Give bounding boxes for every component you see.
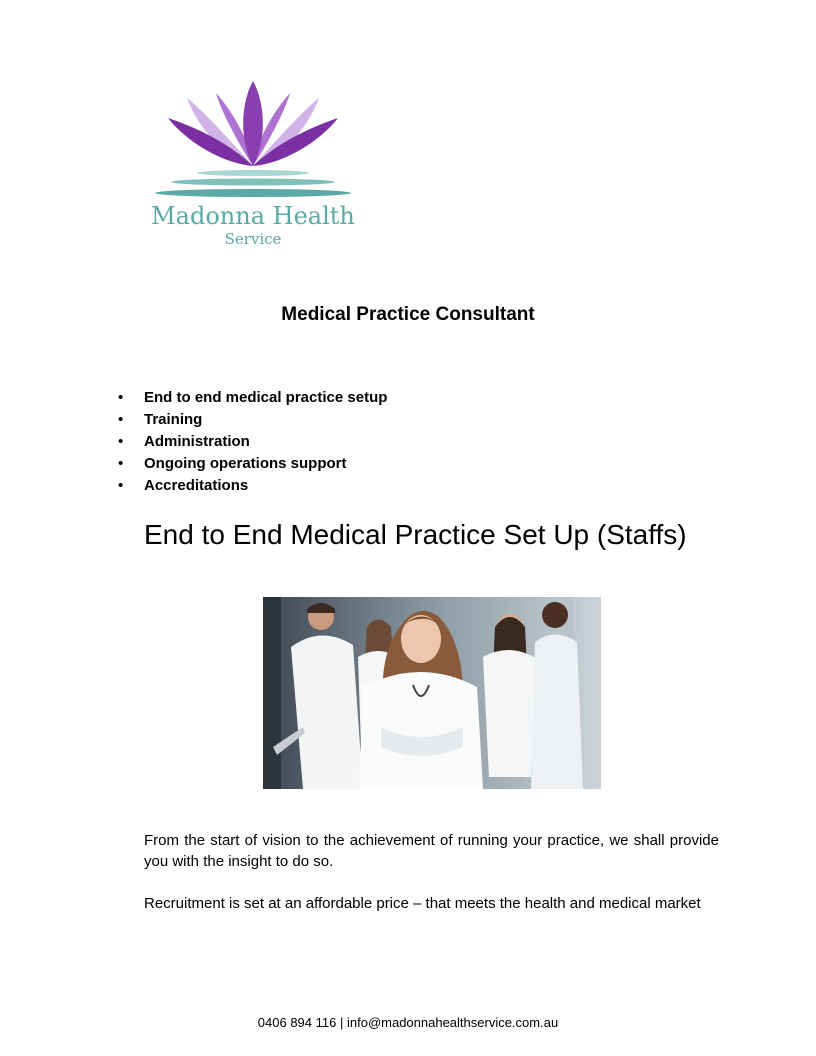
lotus-icon xyxy=(150,78,356,203)
list-item: • Training xyxy=(118,409,387,431)
paragraph: From the start of vision to the achievement of running your practice, we shall provide you with the insight to do so. xyxy=(144,832,719,870)
list-item: • Accreditations xyxy=(118,475,387,497)
footer-contact xyxy=(0,1015,816,1030)
paragraph: Recruitment is set at an affordable price – that meets the health and medical market xyxy=(144,895,701,912)
brand-name: Madonna Health xyxy=(151,202,355,230)
section-heading: End to End Medical Practice Set Up (Staffs) xyxy=(144,519,687,550)
page-title: Medical Practice Consultant xyxy=(281,304,535,325)
phone-number: 0406 894 116 xyxy=(257,1015,337,1030)
list-item: • Ongoing operations support xyxy=(118,453,387,475)
separator: | xyxy=(339,1015,344,1030)
brand-subtitle: Service xyxy=(224,230,282,248)
services-list xyxy=(118,387,387,497)
company-logo xyxy=(150,78,356,250)
list-item: • End to end medical practice setup xyxy=(118,387,387,409)
staff-photo xyxy=(263,597,601,789)
email-link[interactable]: info@madonnahealthservice.com.au xyxy=(346,1015,559,1030)
list-item: • Administration xyxy=(118,431,387,453)
